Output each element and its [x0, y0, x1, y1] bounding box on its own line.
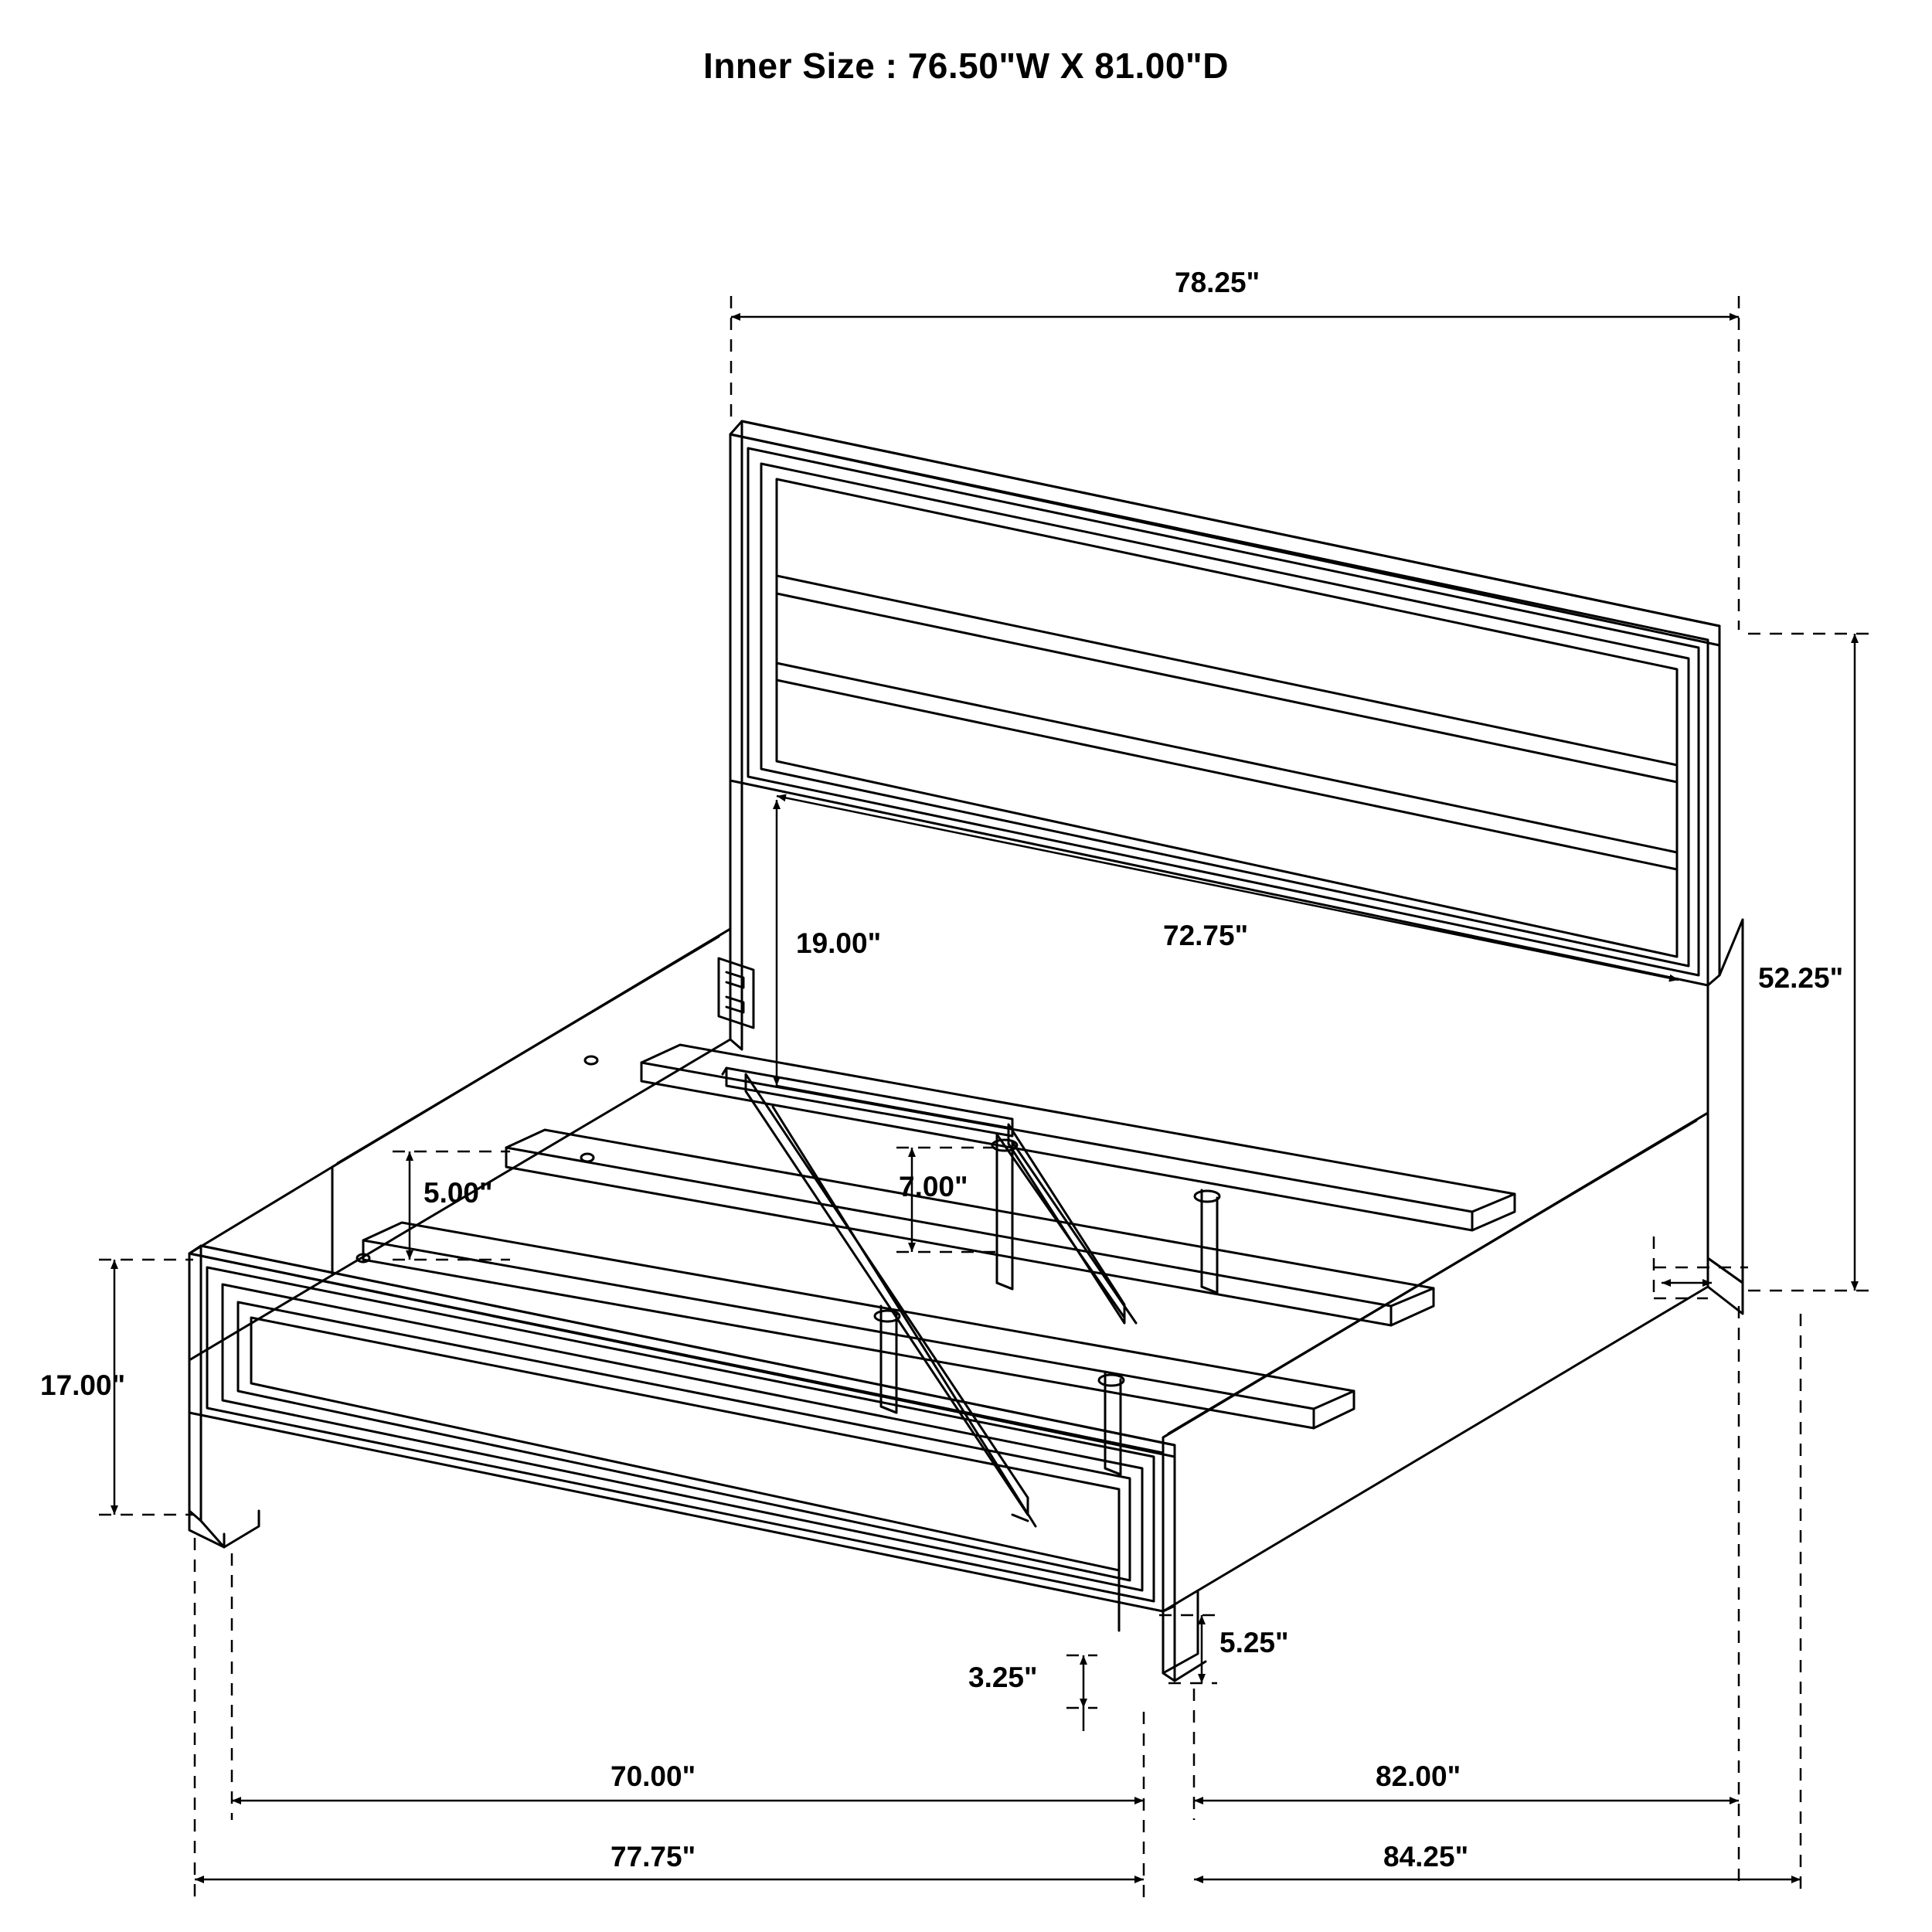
dimension-label-foot-leg-offset: 3.25" — [968, 1662, 1038, 1693]
dimension-label-overall-width-top: 78.25" — [1175, 267, 1260, 298]
dimension-label-inner-width: 70.00" — [611, 1760, 696, 1792]
dimension-label-inner-depth: 82.00" — [1376, 1760, 1461, 1792]
dimension-label-footboard-height: 17.00" — [40, 1369, 126, 1401]
dimension-label-headboard-panel-width: 72.75" — [1163, 920, 1249, 951]
dimension-label-headboard-height: 52.25" — [1758, 962, 1844, 994]
dimension-label-center-rail-height: 7.00" — [899, 1171, 968, 1202]
dimension-label-outer-width: 77.75" — [611, 1841, 696, 1872]
dimension-label-headboard-clearance: 19.00" — [796, 927, 882, 959]
dimension-label-foot-leg-height: 5.25" — [1219, 1627, 1289, 1658]
page-title: Inner Size : 76.50"W X 81.00"D — [703, 46, 1229, 86]
dimension-label-outer-depth: 84.25" — [1383, 1841, 1469, 1872]
dimension-label-slat-height: 5.00" — [423, 1177, 493, 1209]
